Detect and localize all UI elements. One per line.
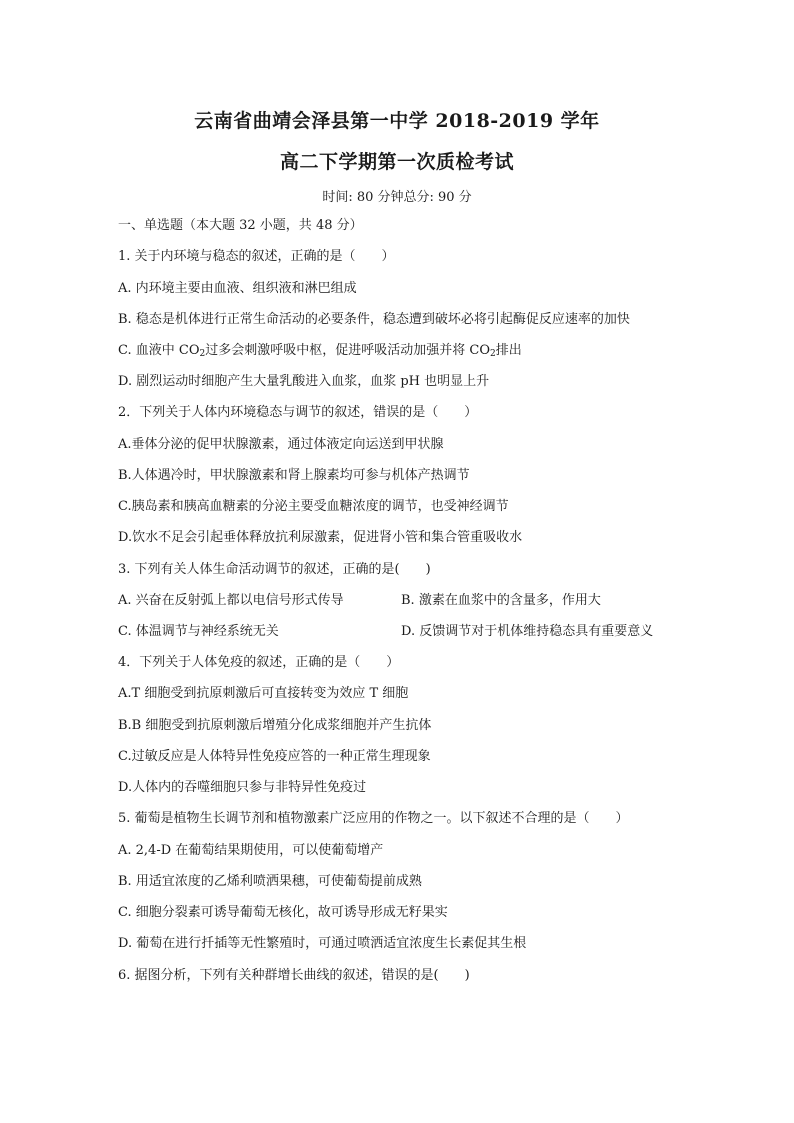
question-1-option-d: D. 剧烈运动时细胞产生大量乳酸进入血浆，血浆 pH 也明显上升 — [118, 374, 490, 389]
question-6-stem: 6. 据图分析，下列有关种群增长曲线的叙述，错误的是( ) — [118, 968, 470, 983]
question-3-option-d: D. 反馈调节对于机体维持稳态具有重要意义 — [401, 624, 654, 639]
question-3-stem: 3. 下列有关人体生命活动调节的叙述，正确的是( ) — [118, 562, 431, 577]
question-5-option-b: B. 用适宜浓度的乙烯利喷洒果穗，可使葡萄提前成熟 — [118, 874, 422, 889]
question-5-option-d: D. 葡萄在进行扦插等无性繁殖时，可通过喷洒适宜浓度生长素促其生根 — [118, 936, 527, 951]
exam-title-line2: 高二下学期第一次质检考试 — [279, 151, 514, 173]
section-heading: 一、单选题（本大题 32 小题，共 48 分） — [118, 218, 363, 233]
option-c-text-2: 过多会刺激呼吸中枢，促进呼吸活动加强并将 CO — [205, 343, 490, 358]
question-2-stem: 2．下列关于人体内环境稳态与调节的叙述，错误的是（ ） — [118, 405, 478, 420]
question-5-option-a: A. 2,4-D 在葡萄结果期使用，可以使葡萄增产 — [118, 843, 384, 858]
subscript-2: 2 — [199, 349, 206, 359]
subscript-2: 2 — [489, 349, 496, 359]
question-2-option-a: A.垂体分泌的促甲状腺激素，通过体液定向运送到甲状腺 — [118, 437, 444, 452]
question-4-option-c: C.过敏反应是人体特异性免疫应答的一种正常生理现象 — [118, 749, 431, 764]
question-3-option-b: B. 激素在血浆中的含量多，作用大 — [401, 593, 601, 608]
question-1-option-a: A. 内环境主要由血液、组织液和淋巴组成 — [118, 281, 357, 296]
question-2-option-c: C.胰岛素和胰高血糖素的分泌主要受血糖浓度的调节，也受神经调节 — [118, 499, 509, 514]
question-1-option-c — [118, 342, 522, 363]
question-3-option-a: A. 兴奋在反射弧上都以电信号形式传导 — [118, 593, 344, 608]
exam-time-score: 时间: 80 分钟总分: 90 分 — [322, 190, 472, 205]
question-4-option-b: B.B 细胞受到抗原刺激后增殖分化成浆细胞并产生抗体 — [118, 718, 432, 733]
option-c-text-3: 排出 — [495, 343, 522, 358]
question-1-option-b: B. 稳态是机体进行正常生命活动的必要条件，稳态遭到破坏必将引起酶促反应速率的加快 — [118, 312, 630, 327]
question-4-option-d: D.人体内的吞噬细胞只参与非特异性免疫过 — [118, 780, 367, 795]
question-2-option-b: B.人体遇冷时，甲状腺激素和肾上腺素均可参与机体产热调节 — [118, 468, 470, 483]
question-2-option-d: D.饮水不足会引起垂体释放抗利尿激素，促进肾小管和集合管重吸收水 — [118, 530, 523, 545]
question-5-option-c: C. 细胞分裂素可诱导葡萄无核化，故可诱导形成无籽果实 — [118, 905, 448, 920]
question-1-stem: 1. 关于内环境与稳态的叙述，正确的是（ ） — [118, 249, 395, 264]
question-4-stem: 4．下列关于人体免疫的叙述，正确的是（ ） — [118, 655, 400, 670]
exam-title-line1: 云南省曲靖会泽县第一中学 2018-2019 学年 — [194, 110, 600, 132]
option-c-text-1: C. 血液中 CO — [118, 343, 200, 358]
question-4-option-a: A.T 细胞受到抗原刺激后可直接转变为效应 T 细胞 — [118, 686, 409, 701]
question-3-option-c: C. 体温调节与神经系统无关 — [118, 624, 279, 639]
question-5-stem: 5. 葡萄是植物生长调节剂和植物激素广泛应用的作物之一。以下叙述不合理的是（ ） — [118, 811, 629, 826]
